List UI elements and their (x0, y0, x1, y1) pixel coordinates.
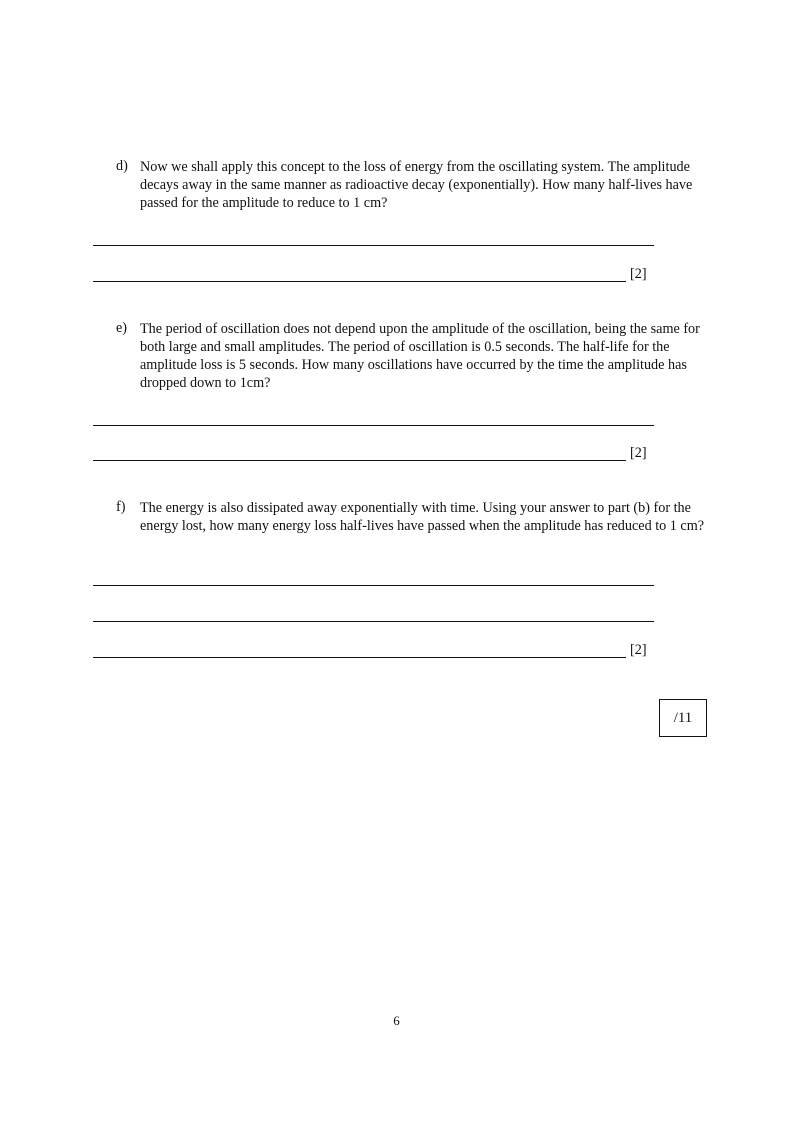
question-text: The period of oscillation does not depend upon the amplitude of the oscillation, being the same for both large and small amplitudes. The period of oscillation is 0.5 seconds. The half-life for the amplitude loss is 5 seconds. How many oscillations have occurred by the time the amplitude has dropped down to 1cm? (140, 321, 700, 391)
question-e (116, 320, 706, 392)
question-d (116, 158, 706, 212)
question-label: d) (116, 158, 128, 174)
question-label: f) (116, 499, 126, 515)
question-text: Now we shall apply this concept to the loss of energy from the oscillating system. The amplitude decays away in the same manner as radioactive decay (exponentially). How many half-lives have passed for the amplitude to reduce to 1 cm? (140, 159, 693, 211)
marks-label: [2] (630, 642, 647, 658)
answer-line[interactable] (93, 425, 654, 426)
total-marks: /11 (673, 709, 693, 726)
question-text: The energy is also dissipated away exponentially with time. Using your answer to part (b) for the energy lost, how many energy loss half-lives have passed when the amplitude has reduced to 1 cm? (140, 500, 705, 534)
answer-line[interactable] (93, 621, 654, 622)
answer-line[interactable] (93, 245, 654, 246)
marks-label: [2] (630, 266, 647, 282)
marks-label: [2] (630, 445, 647, 461)
answer-line[interactable] (93, 460, 626, 461)
total-marks-box (659, 699, 707, 737)
page-number: 6 (393, 1013, 400, 1028)
answer-line[interactable] (93, 657, 626, 658)
question-label: e) (116, 320, 128, 336)
question-f (116, 499, 706, 535)
answer-line[interactable] (93, 281, 626, 282)
answer-line[interactable] (93, 585, 654, 586)
